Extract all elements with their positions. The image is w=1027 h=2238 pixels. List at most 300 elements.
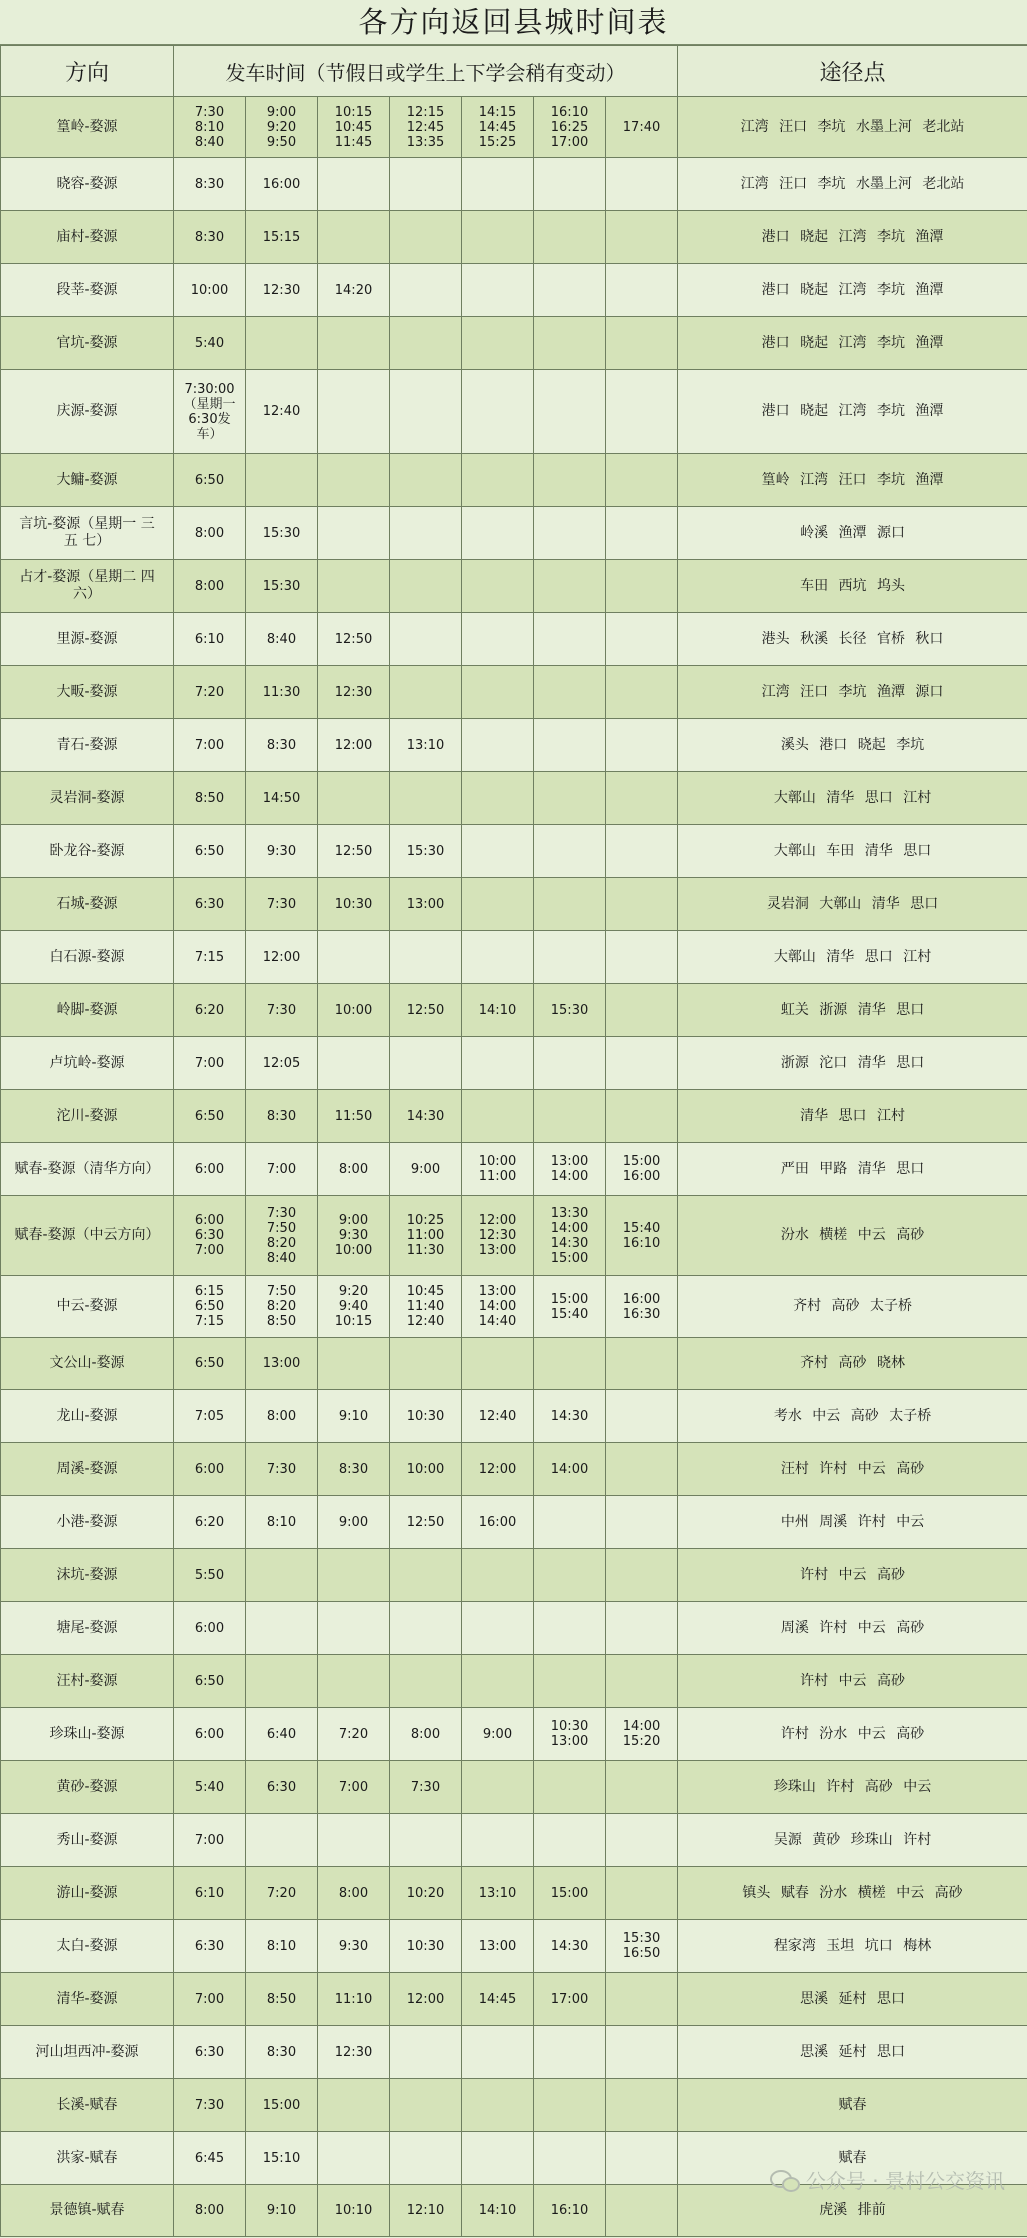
time-cell: 9:30 xyxy=(318,1920,390,1973)
time-cell xyxy=(534,931,606,984)
time-cell: 9:00 xyxy=(390,1143,462,1196)
time-cell xyxy=(534,1338,606,1390)
table-row xyxy=(1,1390,1027,1443)
time-cell: 12:30 xyxy=(318,2026,390,2079)
direction-cell: 秀山-婺源 xyxy=(1,1814,174,1867)
time-cell: 7:50 8:20 8:50 xyxy=(246,1276,318,1338)
table-row xyxy=(1,158,1027,211)
direction-cell: 占才-婺源（星期二 四 六） xyxy=(1,560,174,613)
route-cell: 严田 甲路 清华 思口 xyxy=(678,1143,1027,1196)
time-cell: 9:30 xyxy=(246,825,318,878)
time-cell: 6:10 xyxy=(174,613,246,666)
time-cell xyxy=(534,158,606,211)
time-cell: 14:30 xyxy=(534,1920,606,1973)
time-cell: 15:30 xyxy=(246,560,318,613)
time-cell: 11:10 xyxy=(318,1973,390,2026)
time-cell xyxy=(606,2185,678,2237)
time-cell: 6:50 xyxy=(174,454,246,507)
time-cell: 10:10 xyxy=(318,2185,390,2237)
time-cell: 12:00 xyxy=(390,1973,462,2026)
time-cell xyxy=(606,317,678,370)
time-cell xyxy=(534,1761,606,1814)
direction-cell: 赋春-婺源（清华方向） xyxy=(1,1143,174,1196)
time-cell xyxy=(606,454,678,507)
time-cell: 12:00 xyxy=(462,1443,534,1496)
time-cell: 7:05 xyxy=(174,1390,246,1443)
time-cell xyxy=(462,507,534,560)
time-cell: 8:30 xyxy=(174,158,246,211)
time-cell: 15:00 15:40 xyxy=(534,1276,606,1338)
time-cell: 7:20 xyxy=(174,666,246,719)
table-row xyxy=(1,1196,1027,1276)
time-cell: 15:15 xyxy=(246,211,318,264)
time-cell: 8:00 xyxy=(318,1867,390,1920)
direction-cell: 白石源-婺源 xyxy=(1,931,174,984)
time-cell: 12:40 xyxy=(246,370,318,454)
direction-cell: 官坑-婺源 xyxy=(1,317,174,370)
time-cell: 6:20 xyxy=(174,1496,246,1549)
time-cell: 9:20 9:40 10:15 xyxy=(318,1276,390,1338)
time-cell: 7:00 xyxy=(174,1037,246,1090)
route-cell: 许村 汾水 中云 高砂 xyxy=(678,1708,1027,1761)
time-cell: 6:20 xyxy=(174,984,246,1037)
time-cell xyxy=(534,2132,606,2185)
time-cell xyxy=(606,370,678,454)
time-cell xyxy=(606,1496,678,1549)
time-cell xyxy=(462,666,534,719)
time-cell xyxy=(606,1814,678,1867)
time-cell: 8:00 xyxy=(390,1708,462,1761)
table-row xyxy=(1,719,1027,772)
time-cell xyxy=(390,613,462,666)
time-cell xyxy=(534,317,606,370)
route-cell: 大鄣山 清华 思口 江村 xyxy=(678,931,1027,984)
time-cell xyxy=(390,1338,462,1390)
direction-cell: 青石-婺源 xyxy=(1,719,174,772)
time-cell: 7:15 xyxy=(174,931,246,984)
time-cell xyxy=(462,1037,534,1090)
time-cell: 14:00 15:20 xyxy=(606,1708,678,1761)
time-cell: 16:10 16:25 17:00 xyxy=(534,97,606,158)
time-cell xyxy=(462,317,534,370)
time-cell: 6:15 6:50 7:15 xyxy=(174,1276,246,1338)
time-cell xyxy=(534,264,606,317)
time-cell xyxy=(534,1496,606,1549)
time-cell: 8:30 xyxy=(246,2026,318,2079)
time-cell xyxy=(534,2079,606,2132)
time-cell xyxy=(390,1655,462,1708)
table-row xyxy=(1,1276,1027,1338)
route-cell: 篁岭 江湾 汪口 李坑 渔潭 xyxy=(678,454,1027,507)
time-cell: 15:30 xyxy=(246,507,318,560)
direction-cell: 龙山-婺源 xyxy=(1,1390,174,1443)
route-cell: 镇头 赋春 汾水 横槎 中云 高砂 xyxy=(678,1867,1027,1920)
route-cell: 中州 周溪 许村 中云 xyxy=(678,1496,1027,1549)
direction-cell: 河山坦西冲-婺源 xyxy=(1,2026,174,2079)
header-route: 途径点 xyxy=(678,46,1027,97)
time-cell: 13:10 xyxy=(462,1867,534,1920)
time-cell xyxy=(462,264,534,317)
time-cell: 6:00 xyxy=(174,1443,246,1496)
time-cell: 13:00 14:00 14:40 xyxy=(462,1276,534,1338)
time-cell: 10:20 xyxy=(390,1867,462,1920)
time-cell xyxy=(534,1655,606,1708)
time-cell: 6:30 xyxy=(246,1761,318,1814)
time-cell xyxy=(606,1090,678,1143)
time-cell: 15:00 xyxy=(246,2079,318,2132)
header-row xyxy=(1,46,1027,97)
route-cell: 灵岩洞 大鄣山 清华 思口 xyxy=(678,878,1027,931)
route-cell: 清华 思口 江村 xyxy=(678,1090,1027,1143)
time-cell xyxy=(462,454,534,507)
time-cell: 9:10 xyxy=(246,2185,318,2237)
direction-cell: 庙村-婺源 xyxy=(1,211,174,264)
table-row xyxy=(1,1443,1027,1496)
direction-cell: 景德镇-赋春 xyxy=(1,2185,174,2237)
time-cell xyxy=(606,878,678,931)
direction-cell: 篁岭-婺源 xyxy=(1,97,174,158)
time-cell xyxy=(462,1814,534,1867)
time-cell: 8:00 xyxy=(174,560,246,613)
time-cell xyxy=(390,158,462,211)
time-cell xyxy=(390,264,462,317)
time-cell xyxy=(462,772,534,825)
time-cell: 7:20 xyxy=(318,1708,390,1761)
time-cell xyxy=(462,1655,534,1708)
time-cell: 16:00 xyxy=(462,1496,534,1549)
route-cell: 岭溪 渔潭 源口 xyxy=(678,507,1027,560)
table-row xyxy=(1,1655,1027,1708)
time-cell: 12:50 xyxy=(318,825,390,878)
time-cell: 14:50 xyxy=(246,772,318,825)
direction-cell: 里源-婺源 xyxy=(1,613,174,666)
time-cell: 8:30 xyxy=(246,719,318,772)
time-cell xyxy=(390,507,462,560)
time-cell: 8:00 xyxy=(318,1143,390,1196)
timetable-body xyxy=(1,97,1027,2237)
time-cell xyxy=(534,666,606,719)
time-cell xyxy=(390,370,462,454)
route-cell: 许村 中云 高砂 xyxy=(678,1549,1027,1602)
route-cell: 港口 晓起 江湾 李坑 渔潭 xyxy=(678,317,1027,370)
route-cell: 港口 晓起 江湾 李坑 渔潭 xyxy=(678,370,1027,454)
time-cell xyxy=(606,1761,678,1814)
time-cell: 13:30 14:00 14:30 15:00 xyxy=(534,1196,606,1276)
time-cell: 17:00 xyxy=(534,1973,606,2026)
time-cell: 8:50 xyxy=(174,772,246,825)
direction-cell: 沱川-婺源 xyxy=(1,1090,174,1143)
time-cell xyxy=(390,1602,462,1655)
table-row xyxy=(1,1867,1027,1920)
time-cell: 14:20 xyxy=(318,264,390,317)
time-cell xyxy=(606,984,678,1037)
time-cell: 10:30 xyxy=(390,1390,462,1443)
direction-cell: 汪村-婺源 xyxy=(1,1655,174,1708)
table-row xyxy=(1,1761,1027,1814)
time-cell: 10:30 xyxy=(318,878,390,931)
time-cell: 15:30 xyxy=(534,984,606,1037)
time-cell xyxy=(318,931,390,984)
time-cell xyxy=(606,2132,678,2185)
time-cell: 11:50 xyxy=(318,1090,390,1143)
time-cell xyxy=(606,1338,678,1390)
time-cell: 12:50 xyxy=(318,613,390,666)
time-cell xyxy=(462,211,534,264)
time-cell: 7:00 xyxy=(246,1143,318,1196)
time-cell: 13:00 xyxy=(462,1920,534,1973)
time-cell: 7:30 xyxy=(246,984,318,1037)
time-cell: 8:30 xyxy=(246,1090,318,1143)
direction-cell: 赋春-婺源（中云方向） xyxy=(1,1196,174,1276)
route-cell: 江湾 汪口 李坑 渔潭 源口 xyxy=(678,666,1027,719)
direction-cell: 段莘-婺源 xyxy=(1,264,174,317)
route-cell: 虹关 浙源 清华 思口 xyxy=(678,984,1027,1037)
direction-cell: 洪家-赋春 xyxy=(1,2132,174,2185)
time-cell: 8:40 xyxy=(246,613,318,666)
time-cell: 14:10 xyxy=(462,2185,534,2237)
watermark xyxy=(770,2165,1005,2194)
time-cell: 8:30 xyxy=(318,1443,390,1496)
time-cell: 6:50 xyxy=(174,1655,246,1708)
time-cell: 14:10 xyxy=(462,984,534,1037)
time-cell: 13:10 xyxy=(390,719,462,772)
time-cell: 7:30:00 （星期一 6:30发 车） xyxy=(174,370,246,454)
time-cell xyxy=(606,772,678,825)
time-cell: 6:50 xyxy=(174,1338,246,1390)
time-cell: 15:10 xyxy=(246,2132,318,2185)
table-row xyxy=(1,1549,1027,1602)
time-cell: 6:50 xyxy=(174,1090,246,1143)
time-cell: 14:30 xyxy=(534,1390,606,1443)
table-row xyxy=(1,1143,1027,1196)
time-cell: 17:40 xyxy=(606,97,678,158)
table-row xyxy=(1,211,1027,264)
time-cell xyxy=(534,825,606,878)
time-cell: 12:30 xyxy=(246,264,318,317)
time-cell xyxy=(390,1549,462,1602)
time-cell: 7:30 xyxy=(390,1761,462,1814)
time-cell xyxy=(318,211,390,264)
time-cell: 6:00 xyxy=(174,1602,246,1655)
direction-cell: 言坑-婺源（星期一 三 五 七） xyxy=(1,507,174,560)
time-cell: 12:00 xyxy=(318,719,390,772)
time-cell: 10:00 11:00 xyxy=(462,1143,534,1196)
time-cell: 15:40 16:10 xyxy=(606,1196,678,1276)
time-cell xyxy=(606,825,678,878)
time-cell xyxy=(318,560,390,613)
time-cell xyxy=(606,158,678,211)
table-row xyxy=(1,2079,1027,2132)
table-row xyxy=(1,1920,1027,1973)
route-cell: 虎溪 排前 xyxy=(678,2185,1027,2237)
time-cell: 12:00 12:30 13:00 xyxy=(462,1196,534,1276)
route-cell: 思溪 延村 思口 xyxy=(678,2026,1027,2079)
table-row xyxy=(1,1708,1027,1761)
time-cell xyxy=(390,454,462,507)
time-cell xyxy=(390,317,462,370)
route-cell: 汪村 许村 中云 高砂 xyxy=(678,1443,1027,1496)
time-cell xyxy=(318,1037,390,1090)
time-cell xyxy=(390,2079,462,2132)
route-cell: 齐村 高砂 太子桥 xyxy=(678,1276,1027,1338)
time-cell xyxy=(534,719,606,772)
direction-cell: 庆源-婺源 xyxy=(1,370,174,454)
table-row xyxy=(1,97,1027,158)
time-cell xyxy=(462,1761,534,1814)
time-cell xyxy=(462,931,534,984)
time-cell: 6:30 xyxy=(174,2026,246,2079)
time-cell xyxy=(390,931,462,984)
time-cell xyxy=(246,1814,318,1867)
route-cell: 港头 秋溪 长径 官桥 秋口 xyxy=(678,613,1027,666)
route-cell: 赋春 xyxy=(678,2079,1027,2132)
direction-cell: 珍珠山-婺源 xyxy=(1,1708,174,1761)
route-cell: 考水 中云 高砂 太子桥 xyxy=(678,1390,1027,1443)
time-cell xyxy=(246,1602,318,1655)
time-cell: 7:30 8:10 8:40 xyxy=(174,97,246,158)
time-cell xyxy=(462,1549,534,1602)
time-cell xyxy=(606,1867,678,1920)
time-cell xyxy=(606,1602,678,1655)
route-cell: 大鄣山 清华 思口 江村 xyxy=(678,772,1027,825)
route-cell: 齐村 高砂 晓林 xyxy=(678,1338,1027,1390)
time-cell: 6:30 xyxy=(174,1920,246,1973)
time-cell: 10:00 xyxy=(174,264,246,317)
time-cell xyxy=(462,1090,534,1143)
time-cell xyxy=(534,454,606,507)
table-row xyxy=(1,1037,1027,1090)
time-cell: 10:45 11:40 12:40 xyxy=(390,1276,462,1338)
time-cell: 13:00 14:00 xyxy=(534,1143,606,1196)
time-cell xyxy=(318,1602,390,1655)
time-cell xyxy=(534,1602,606,1655)
time-cell: 15:00 xyxy=(534,1867,606,1920)
time-cell: 7:30 xyxy=(246,1443,318,1496)
time-cell: 6:00 6:30 7:00 xyxy=(174,1196,246,1276)
time-cell xyxy=(534,1037,606,1090)
time-cell xyxy=(606,1037,678,1090)
time-cell xyxy=(606,1443,678,1496)
time-cell xyxy=(534,2026,606,2079)
direction-cell: 岭脚-婺源 xyxy=(1,984,174,1037)
time-cell: 7:20 xyxy=(246,1867,318,1920)
time-cell xyxy=(606,2079,678,2132)
time-cell xyxy=(390,211,462,264)
time-cell xyxy=(534,613,606,666)
wechat-icon xyxy=(770,2168,800,2192)
time-cell xyxy=(462,2132,534,2185)
time-cell xyxy=(606,666,678,719)
time-cell xyxy=(318,158,390,211)
timetable xyxy=(0,45,1027,2237)
time-cell: 15:00 16:00 xyxy=(606,1143,678,1196)
table-row xyxy=(1,560,1027,613)
time-cell: 6:45 xyxy=(174,2132,246,2185)
time-cell: 10:00 xyxy=(390,1443,462,1496)
route-cell: 江湾 汪口 李坑 水墨上河 老北站 xyxy=(678,97,1027,158)
time-cell xyxy=(246,454,318,507)
header-direction: 方向 xyxy=(1,46,174,97)
time-cell xyxy=(606,211,678,264)
time-cell: 8:00 xyxy=(174,2185,246,2237)
time-cell xyxy=(606,931,678,984)
time-cell xyxy=(606,1973,678,2026)
table-row xyxy=(1,264,1027,317)
time-cell: 12:10 xyxy=(390,2185,462,2237)
route-cell: 汾水 横槎 中云 高砂 xyxy=(678,1196,1027,1276)
time-cell xyxy=(606,719,678,772)
time-cell: 7:00 xyxy=(174,1973,246,2026)
direction-cell: 太白-婺源 xyxy=(1,1920,174,1973)
route-cell: 许村 中云 高砂 xyxy=(678,1655,1027,1708)
time-cell: 16:00 16:30 xyxy=(606,1276,678,1338)
route-cell: 珍珠山 许村 高砂 中云 xyxy=(678,1761,1027,1814)
table-row xyxy=(1,370,1027,454)
time-cell: 10:00 xyxy=(318,984,390,1037)
time-cell: 12:05 xyxy=(246,1037,318,1090)
time-cell: 6:00 xyxy=(174,1708,246,1761)
time-cell xyxy=(534,211,606,264)
time-cell xyxy=(462,825,534,878)
time-cell xyxy=(318,1655,390,1708)
direction-cell: 大鳙-婺源 xyxy=(1,454,174,507)
time-cell: 14:45 xyxy=(462,1973,534,2026)
time-cell: 11:30 xyxy=(246,666,318,719)
time-cell: 8:00 xyxy=(174,507,246,560)
time-cell xyxy=(534,560,606,613)
time-cell: 14:00 xyxy=(534,1443,606,1496)
time-cell: 10:15 10:45 11:45 xyxy=(318,97,390,158)
time-cell xyxy=(390,772,462,825)
time-cell xyxy=(318,772,390,825)
time-cell xyxy=(318,454,390,507)
direction-cell: 清华-婺源 xyxy=(1,1973,174,2026)
direction-cell: 游山-婺源 xyxy=(1,1867,174,1920)
time-cell: 9:00 xyxy=(462,1708,534,1761)
time-cell xyxy=(390,2026,462,2079)
time-cell: 14:30 xyxy=(390,1090,462,1143)
table-row xyxy=(1,454,1027,507)
direction-cell: 晓容-婺源 xyxy=(1,158,174,211)
time-cell xyxy=(534,1549,606,1602)
route-cell: 吴源 黄砂 珍珠山 许村 xyxy=(678,1814,1027,1867)
time-cell: 6:00 xyxy=(174,1143,246,1196)
table-row xyxy=(1,984,1027,1037)
time-cell xyxy=(318,1814,390,1867)
time-cell xyxy=(462,560,534,613)
time-cell xyxy=(606,560,678,613)
time-cell xyxy=(606,2026,678,2079)
time-cell: 12:15 12:45 13:35 xyxy=(390,97,462,158)
time-cell: 12:30 xyxy=(318,666,390,719)
time-cell xyxy=(390,560,462,613)
time-cell: 6:30 xyxy=(174,878,246,931)
route-cell: 港口 晓起 江湾 李坑 渔潭 xyxy=(678,211,1027,264)
time-cell: 12:00 xyxy=(246,931,318,984)
time-cell: 10:25 11:00 11:30 xyxy=(390,1196,462,1276)
time-cell: 10:30 13:00 xyxy=(534,1708,606,1761)
time-cell: 9:00 9:20 9:50 xyxy=(246,97,318,158)
table-row xyxy=(1,1496,1027,1549)
time-cell xyxy=(318,507,390,560)
time-cell xyxy=(318,317,390,370)
header-times: 发车时间（节假日或学生上下学会稍有变动） xyxy=(174,46,678,97)
route-cell: 浙源 沱口 清华 思口 xyxy=(678,1037,1027,1090)
time-cell xyxy=(462,1338,534,1390)
time-cell xyxy=(462,613,534,666)
time-cell xyxy=(318,370,390,454)
time-cell xyxy=(462,158,534,211)
